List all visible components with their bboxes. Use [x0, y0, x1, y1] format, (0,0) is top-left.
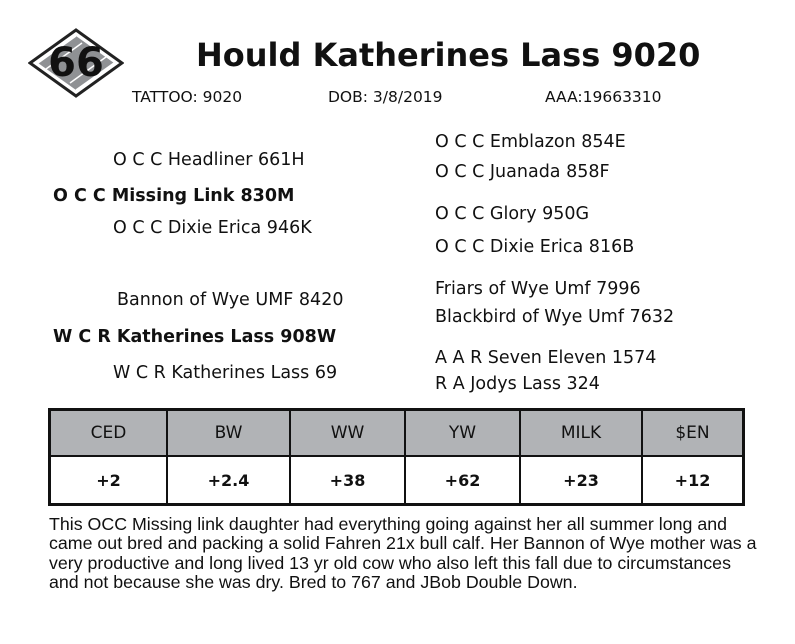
- epd-header-bw: BW: [167, 410, 290, 457]
- pedigree-dam: W C R Katherines Lass 908W: [53, 327, 337, 347]
- epd-value-yw: +62: [405, 456, 520, 505]
- pedigree-dam-dam-sire: A A R Seven Eleven 1574: [435, 348, 657, 368]
- pedigree-dam-sire: Bannon of Wye UMF 8420: [117, 290, 344, 310]
- epd-value-milk: +23: [520, 456, 642, 505]
- epd-header-milk: MILK: [520, 410, 642, 457]
- epd-value-en: +12: [642, 456, 744, 505]
- tattoo-text: TATTOO: 9020: [132, 88, 243, 106]
- epd-header-yw: YW: [405, 410, 520, 457]
- pedigree-sire-dam-dam: O C C Dixie Erica 816B: [435, 237, 635, 257]
- epd-header-en: $EN: [642, 410, 744, 457]
- epd-value-ww: +38: [290, 456, 405, 505]
- epd-value-ced: +2: [50, 456, 168, 505]
- epd-table: [48, 408, 745, 506]
- epd-value-row: [50, 456, 744, 505]
- pedigree-sire-dam-sire: O C C Glory 950G: [435, 204, 590, 224]
- pedigree-sire-dam: O C C Dixie Erica 946K: [113, 218, 312, 238]
- pedigree-dam-sire-dam: Blackbird of Wye Umf 7632: [435, 307, 675, 327]
- lot-number-badge: [28, 28, 124, 98]
- registration-number-text: AAA:19663310: [545, 88, 662, 106]
- pedigree-dam-dam: W C R Katherines Lass 69: [113, 363, 338, 383]
- lot-number: 66: [48, 40, 104, 86]
- pedigree-sire-sire-sire: O C C Emblazon 854E: [435, 132, 626, 152]
- pedigree-dam-sire-sire: Friars of Wye Umf 7996: [435, 279, 641, 299]
- lot-description: This OCC Missing link daughter had everything going against her all summer long and came out bred and packing a solid Fahren 21x bull calf. Her Bannon of Wye mother was a very productive and long lived 13 yr old cow who also left this fall due to circumstances and not because she was dry. Bred to 767 and JBob Double Down.: [49, 514, 757, 593]
- animal-name-title: Hould Katherines Lass 9020: [196, 36, 701, 74]
- pedigree-sire-sire-dam: O C C Juanada 858F: [435, 162, 610, 182]
- epd-header-row: [50, 410, 744, 457]
- pedigree-sire-sire: O C C Headliner 661H: [113, 150, 305, 170]
- epd-value-bw: +2.4: [167, 456, 290, 505]
- pedigree-sire: O C C Missing Link 830M: [53, 186, 295, 206]
- dob-text: DOB: 3/8/2019: [328, 88, 443, 106]
- epd-header-ced: CED: [50, 410, 168, 457]
- pedigree-dam-dam-dam: R A Jodys Lass 324: [435, 374, 600, 394]
- epd-header-ww: WW: [290, 410, 405, 457]
